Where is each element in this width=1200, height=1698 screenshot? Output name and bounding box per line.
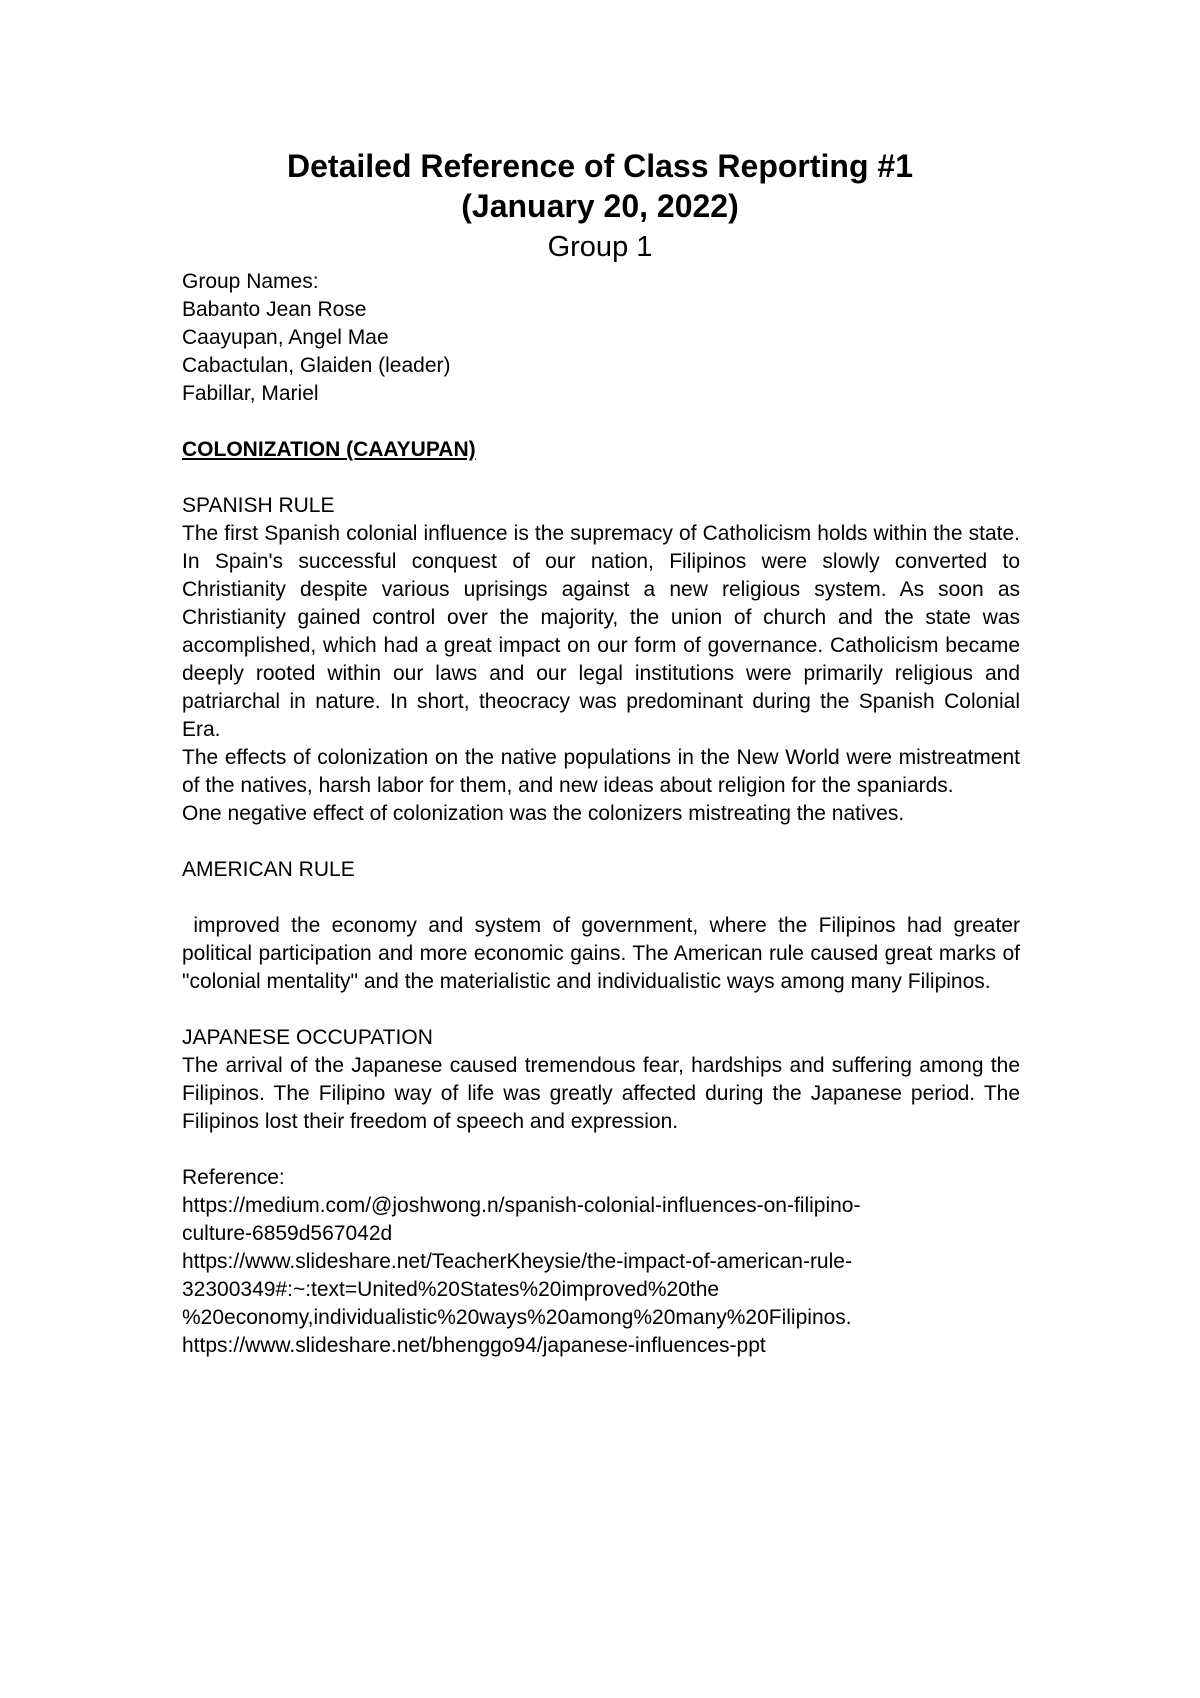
spacer: [182, 828, 1020, 856]
reference-url-line: https://www.slideshare.net/bhenggo94/japanese-influences-ppt: [182, 1334, 766, 1357]
group-label: Group 1: [547, 231, 653, 263]
title-block: [0, 146, 1200, 266]
document-title: Detailed Reference of Class Reporting #1: [287, 148, 913, 184]
section-heading: COLONIZATION (CAAYUPAN): [182, 438, 476, 461]
references-label: Reference:: [182, 1166, 285, 1189]
spanish-rule-paragraph: The first Spanish colonial influence is the supremacy of Catholicism holds within the state. In Spain's successful conquest of our nation, Filipinos were slowly converted to Christianity despite various uprisings against a new religious system. As soon as Christianity gained control over the majority, the union of church and the state was accomplished, which had a great impact on our form of governance. Catholicism became deeply rooted within our laws and our legal institutions were primarily religious and patriarchal in nature. In short, theocracy was predominant during the Spanish Colonial Era.: [182, 522, 1020, 741]
spacer: [182, 996, 1020, 1024]
japanese-occupation-section: [182, 1024, 1020, 1136]
american-rule-heading: AMERICAN RULE: [182, 858, 355, 881]
member-name: Cabactulan, Glaiden (leader): [182, 354, 451, 377]
reference-url-line: culture-6859d567042d: [182, 1222, 393, 1245]
spanish-rule-section: [182, 492, 1020, 828]
american-rule-paragraph: improved the economy and system of government, where the Filipinos had greater political participation and more economic gains. The American rule caused great marks of "colonial mentality" and the materialistic and individualistic ways among many Filipinos.: [182, 914, 1026, 993]
spanish-rule-paragraph: One negative effect of colonization was the colonizers mistreating the natives.: [182, 802, 905, 825]
japanese-occupation-paragraph: The arrival of the Japanese caused tremendous fear, hardships and suffering among the Filipinos. The Filipino way of life was greatly affected during the Japanese period. The Filipinos lost their freedom of speech and expression.: [182, 1054, 1020, 1133]
document-date: (January 20, 2022): [461, 188, 739, 224]
spacer: [182, 464, 1020, 492]
reference-url-line: %20economy,individualistic%20ways%20among%20many%20Filipinos.: [182, 1306, 852, 1329]
american-rule-section: [182, 856, 1026, 996]
reference-url-line: https://medium.com/@joshwong.n/spanish-colonial-influences-on-filipino-: [182, 1194, 861, 1217]
document-body: [182, 268, 1026, 1360]
spacer: [182, 408, 1020, 436]
spanish-rule-paragraph: The effects of colonization on the native populations in the New World were mistreatment of the natives, harsh labor for them, and new ideas about religion for the spaniards.: [182, 746, 1020, 797]
japanese-occupation-heading: JAPANESE OCCUPATION: [182, 1026, 433, 1049]
member-name: Babanto Jean Rose: [182, 298, 367, 321]
reference-url-line: 32300349#:~:text=United%20States%20improved%20the: [182, 1278, 720, 1301]
spacer: [182, 884, 1020, 912]
member-name: Caayupan, Angel Mae: [182, 326, 389, 349]
references-section: [182, 1164, 1020, 1360]
spanish-rule-heading: SPANISH RULE: [182, 494, 335, 517]
spacer: [182, 1136, 1020, 1164]
member-name: Fabillar, Mariel: [182, 382, 319, 405]
group-members: [182, 268, 1020, 408]
reference-url-line: https://www.slideshare.net/TeacherKheysie/the-impact-of-american-rule-: [182, 1250, 852, 1273]
group-names-label: Group Names:: [182, 270, 319, 293]
